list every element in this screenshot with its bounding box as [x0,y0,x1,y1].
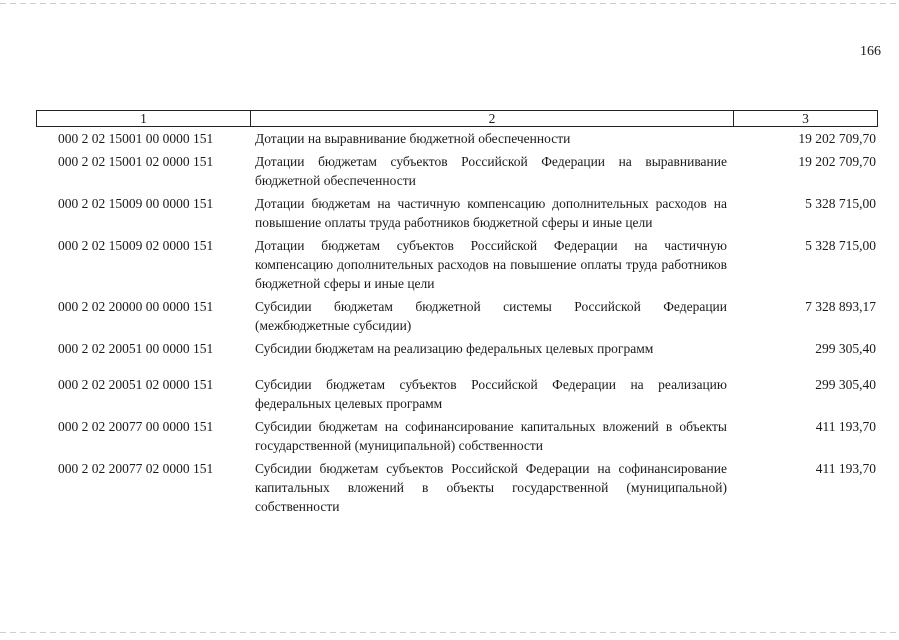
row-description: Дотации на выравнивание бюджетной обеспеченности [255,131,571,146]
row-amount: 299 305,40 [815,341,876,356]
budget-code: 000 2 02 15001 00 0000 151 [58,131,214,146]
table-row [36,129,878,148]
table-body [36,129,878,520]
table-row [36,417,878,455]
row-description: Дотации бюджетам субъектов Российской Федерации на частичную компенсацию дополнительных расходов на повышение оплаты труда работников бюджетной сферы и иные цели [255,238,727,291]
budget-code: 000 2 02 20051 00 0000 151 [58,341,214,356]
header-col-1: 1 [37,111,251,126]
row-amount: 299 305,40 [815,377,876,392]
table-row [36,297,878,335]
table-row [36,459,878,516]
row-amount: 411 193,70 [815,461,876,476]
scan-artifact-top [0,3,899,4]
header-col-2: 2 [251,111,734,126]
row-description: Дотации бюджетам субъектов Российской Федерации на выравнивание бюджетной обеспеченности [255,154,727,188]
budget-code: 000 2 02 20077 02 0000 151 [58,461,214,476]
row-description: Дотации бюджетам на частичную компенсацию дополнительных расходов на повышение оплаты труда работников бюджетной сферы и иные цели [255,196,727,230]
table-row [36,375,878,413]
row-amount: 5 328 715,00 [805,196,876,211]
budget-code: 000 2 02 15009 00 0000 151 [58,196,214,211]
row-amount: 19 202 709,70 [798,131,876,146]
table-row [36,236,878,293]
row-description: Субсидии бюджетам субъектов Российской Федерации на реализацию федеральных целевых программ [255,377,727,411]
budget-code: 000 2 02 20000 00 0000 151 [58,299,214,314]
row-amount: 7 328 893,17 [805,299,876,314]
table-row [36,194,878,232]
row-description: Субсидии бюджетам на реализацию федеральных целевых программ [255,341,654,356]
budget-code: 000 2 02 20051 02 0000 151 [58,377,214,392]
table-header [36,110,878,127]
budget-code: 000 2 02 15009 02 0000 151 [58,238,214,253]
page-number: 166 [860,44,881,59]
row-amount: 411 193,70 [815,419,876,434]
table-row [36,339,878,358]
budget-code: 000 2 02 20077 00 0000 151 [58,419,214,434]
row-description: Субсидии бюджетам бюджетной системы Российской Федерации (межбюджетные субсидии) [255,299,727,333]
row-description: Субсидии бюджетам субъектов Российской Федерации на софинансирование капитальных вложений в объекты государственной (муниципальной) собственности [255,461,727,514]
header-col-3: 3 [802,111,809,126]
row-amount: 5 328 715,00 [805,238,876,253]
budget-code: 000 2 02 15001 02 0000 151 [58,154,214,169]
row-amount: 19 202 709,70 [798,154,876,169]
row-description: Субсидии бюджетам на софинансирование капитальных вложений в объекты государственной (муниципальной) собственности [255,419,727,453]
table-row [36,152,878,190]
scan-artifact-bottom [0,632,899,633]
